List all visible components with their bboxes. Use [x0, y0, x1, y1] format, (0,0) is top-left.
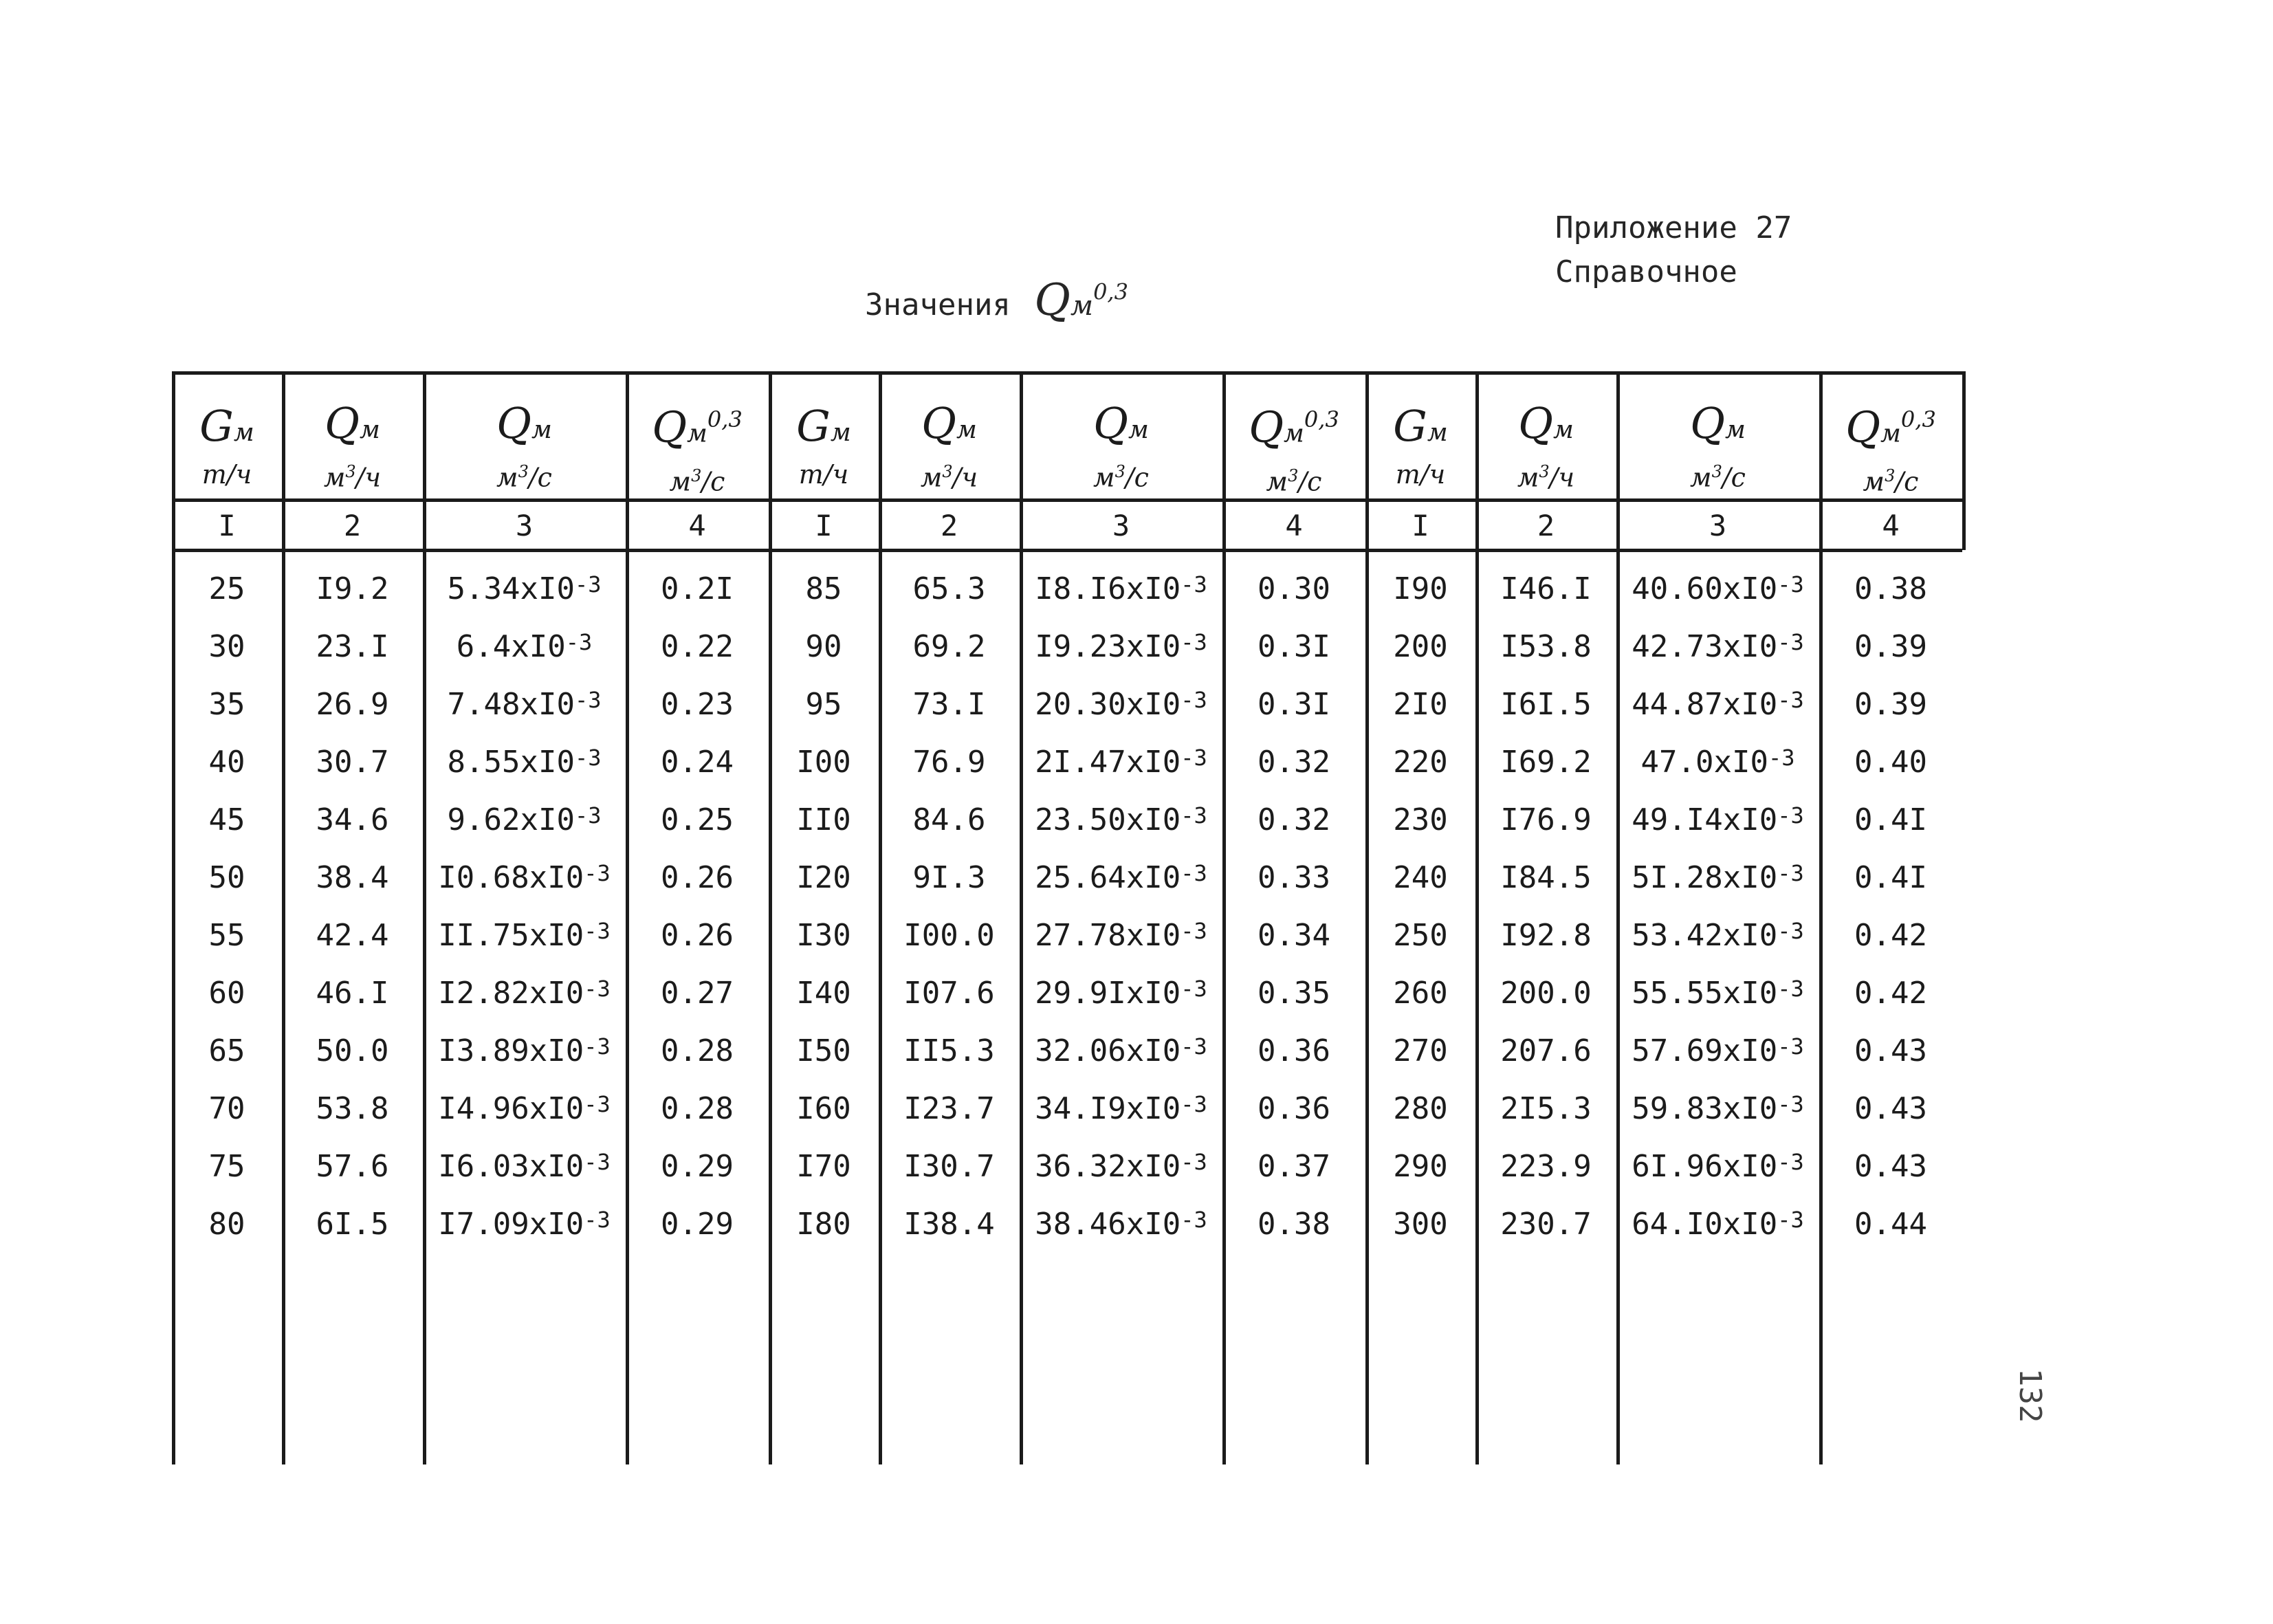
table-title — [865, 275, 1128, 326]
table-cell: 55.55xI0 $^{-3}$ — [1632, 975, 1804, 1011]
table-cell: I84.5 — [1500, 859, 1592, 895]
table-cell: 0.27 — [661, 975, 734, 1011]
table-cell: 300 — [1393, 1206, 1448, 1242]
table-cell: 42.73xI0 $^{-3}$ — [1632, 628, 1804, 664]
table-cell: 207.6 — [1500, 1033, 1592, 1068]
header-unit: $м^3/с$ — [669, 465, 725, 497]
table-cell: 53.8 — [316, 1090, 389, 1126]
header-unit: т/ч — [1395, 459, 1446, 490]
table-cell: 53.42xI0 $^{-3}$ — [1632, 917, 1804, 953]
table-cell: 0.26 — [661, 917, 734, 953]
table-cell: 0.32 — [1258, 802, 1330, 837]
header-unit: $м^3/ч$ — [323, 461, 382, 493]
header-unit: $м^3/с$ — [1863, 465, 1919, 497]
table-cell: 250 — [1393, 917, 1448, 953]
column-rule — [1962, 371, 1966, 550]
table-cell: I90 — [1393, 571, 1448, 606]
table-cell: 0.4I — [1854, 859, 1927, 895]
column-header — [1819, 392, 1962, 502]
column-number: I — [1412, 508, 1429, 542]
header-symbol: Qм$^{0,3}$ — [1845, 402, 1936, 452]
table-cell: 50 — [208, 859, 245, 895]
header-symbol: Qм — [921, 397, 977, 448]
table-cell: I7.09xI0 $^{-3}$ — [438, 1206, 611, 1242]
column-header — [282, 392, 423, 502]
table-cell: 0.30 — [1258, 571, 1330, 606]
table-cell: 0.28 — [661, 1033, 734, 1068]
table-cell: I9.2 — [316, 571, 389, 606]
table-cell: I69.2 — [1500, 744, 1592, 780]
table-cell: I53.8 — [1500, 628, 1592, 664]
header-symbol: Qм — [1093, 397, 1149, 448]
table-cell: I07.6 — [903, 975, 995, 1011]
table-cell: 240 — [1393, 859, 1448, 895]
table-cell: 59.83xI0 $^{-3}$ — [1632, 1090, 1804, 1126]
table-cell: 200 — [1393, 628, 1448, 664]
column-number: 2 — [940, 508, 958, 542]
table-cell: 0.39 — [1854, 686, 1927, 722]
table-cell: 46.I — [316, 975, 389, 1011]
table-cell: 30 — [208, 628, 245, 664]
table-cell: II5.3 — [903, 1033, 995, 1068]
table-cell: 280 — [1393, 1090, 1448, 1126]
table-cell: 6I.96xI0 $^{-3}$ — [1632, 1148, 1804, 1184]
table-cell: 64.I0xI0 $^{-3}$ — [1632, 1206, 1804, 1242]
table-cell: 5.34xI0 $^{-3}$ — [447, 571, 602, 606]
header-unit: $м^3/с$ — [1093, 461, 1149, 493]
header-symbol: Qм — [1690, 397, 1746, 448]
table-cell: 0.40 — [1854, 744, 1927, 780]
table-cell: 230 — [1393, 802, 1448, 837]
table-cell: 230.7 — [1500, 1206, 1592, 1242]
table-cell: 57.6 — [316, 1148, 389, 1184]
column-number: 4 — [688, 508, 706, 542]
header-symbol: Qм — [1518, 397, 1574, 448]
table-cell: 42.4 — [316, 917, 389, 953]
table-cell: 36.32xI0 $^{-3}$ — [1035, 1148, 1207, 1184]
table-cell: 0.23 — [661, 686, 734, 722]
column-number: 4 — [1285, 508, 1303, 542]
table-cell: 29.9IxI0 $^{-3}$ — [1035, 975, 1207, 1011]
table-cell: 8.55xI0 $^{-3}$ — [447, 744, 602, 780]
table-cell: I00 — [796, 744, 851, 780]
table-cell: I30 — [796, 917, 851, 953]
table-cell: I46.I — [1500, 571, 1592, 606]
table-cell: 0.22 — [661, 628, 734, 664]
table-cell: 65 — [208, 1033, 245, 1068]
appendix-label — [1555, 206, 1792, 294]
table-cell: 220 — [1393, 744, 1448, 780]
column-header — [626, 392, 769, 502]
table-cell: I70 — [796, 1148, 851, 1184]
column-header — [879, 392, 1020, 502]
table-cell: 49.I4xI0 $^{-3}$ — [1632, 802, 1804, 837]
table-cell: 6.4xI0 $^{-3}$ — [456, 628, 593, 664]
column-header — [1020, 392, 1222, 502]
values-table — [172, 371, 2076, 1464]
table-cell: 23.50xI0 $^{-3}$ — [1035, 802, 1207, 837]
table-cell: 34.6 — [316, 802, 389, 837]
table-cell: I0.68xI0 $^{-3}$ — [438, 859, 611, 895]
header-unit: т/ч — [201, 459, 252, 490]
table-cell: 0.29 — [661, 1206, 734, 1242]
table-cell: 38.46xI0 $^{-3}$ — [1035, 1206, 1207, 1242]
table-cell: 2I5.3 — [1500, 1090, 1592, 1126]
table-cell: 75 — [208, 1148, 245, 1184]
table-cell: 0.43 — [1854, 1033, 1927, 1068]
table-cell: 95 — [805, 686, 842, 722]
header-unit: т/ч — [798, 459, 849, 490]
header-symbol: Qм — [496, 397, 552, 448]
table-cell: 223.9 — [1500, 1148, 1592, 1184]
table-cell: 0.42 — [1854, 975, 1927, 1011]
table-cell: I38.4 — [903, 1206, 995, 1242]
table-cell: 0.39 — [1854, 628, 1927, 664]
table-cell: 200.0 — [1500, 975, 1592, 1011]
column-number: 3 — [1709, 508, 1727, 542]
header-symbol: Gм — [199, 401, 254, 451]
table-cell: 76.9 — [912, 744, 986, 780]
table-cell: 47.0xI0 $^{-3}$ — [1640, 744, 1795, 780]
header-symbol: Gм — [1393, 401, 1448, 451]
table-cell: 84.6 — [912, 802, 986, 837]
column-header — [769, 392, 879, 502]
header-unit: $м^3/с$ — [1266, 465, 1322, 497]
table-cell: 0.38 — [1854, 571, 1927, 606]
table-cell: 65.3 — [912, 571, 986, 606]
table-cell: 69.2 — [912, 628, 986, 664]
table-cell: 34.I9xI0 $^{-3}$ — [1035, 1090, 1207, 1126]
table-cell: 40.60xI0 $^{-3}$ — [1632, 571, 1804, 606]
table-cell: 0.36 — [1258, 1090, 1330, 1126]
table-cell: I76.9 — [1500, 802, 1592, 837]
table-cell: 9.62xI0 $^{-3}$ — [447, 802, 602, 837]
column-number: 2 — [343, 508, 362, 542]
table-cell: 30.7 — [316, 744, 389, 780]
table-cell: 290 — [1393, 1148, 1448, 1184]
table-cell: 27.78xI0 $^{-3}$ — [1035, 917, 1207, 953]
table-cell: I00.0 — [903, 917, 995, 953]
table-cell: I3.89xI0 $^{-3}$ — [438, 1033, 611, 1068]
table-cell: 0.37 — [1258, 1148, 1330, 1184]
table-cell: 70 — [208, 1090, 245, 1126]
header-symbol: Qм$^{0,3}$ — [652, 402, 743, 452]
table-cell: I2.82xI0 $^{-3}$ — [438, 975, 611, 1011]
table-cell: 80 — [208, 1206, 245, 1242]
table-cell: 6I.5 — [316, 1206, 389, 1242]
table-cell: 73.I — [912, 686, 986, 722]
table-cell: 0.25 — [661, 802, 734, 837]
page-number: 132 — [2012, 1368, 2047, 1423]
header-symbol: Qм — [325, 397, 380, 448]
table-cell: 0.3I — [1258, 628, 1330, 664]
header-unit: $м^3/с$ — [1690, 461, 1746, 493]
table-cell: 0.4I — [1854, 802, 1927, 837]
table-cell: 270 — [1393, 1033, 1448, 1068]
column-header — [423, 392, 626, 502]
table-cell: 0.34 — [1258, 917, 1330, 953]
table-cell: 55 — [208, 917, 245, 953]
table-cell: I9.23xI0 $^{-3}$ — [1035, 628, 1207, 664]
column-header — [1616, 392, 1819, 502]
table-cell: I30.7 — [903, 1148, 995, 1184]
table-cell: II0 — [796, 802, 851, 837]
column-number: 3 — [1112, 508, 1130, 542]
table-cell: I20 — [796, 859, 851, 895]
column-number: 3 — [515, 508, 534, 542]
table-cell: 50.0 — [316, 1033, 389, 1068]
table-cell: 5I.28xI0 $^{-3}$ — [1632, 859, 1804, 895]
table-cell: 25 — [208, 571, 245, 606]
header-symbol: Gм — [796, 401, 851, 451]
table-cell: 0.38 — [1258, 1206, 1330, 1242]
column-number: 2 — [1537, 508, 1555, 542]
table-cell: 57.69xI0 $^{-3}$ — [1632, 1033, 1804, 1068]
table-cell: 0.35 — [1258, 975, 1330, 1011]
title-prefix: Значения — [865, 287, 1011, 322]
table-cell: 85 — [805, 571, 842, 606]
table-cell: 0.44 — [1854, 1206, 1927, 1242]
table-cell: I23.7 — [903, 1090, 995, 1126]
column-number: I — [815, 508, 833, 542]
table-cell: 0.28 — [661, 1090, 734, 1126]
table-cell: I6I.5 — [1500, 686, 1592, 722]
table-cell: 0.43 — [1854, 1090, 1927, 1126]
table-cell: 20.30xI0 $^{-3}$ — [1035, 686, 1207, 722]
table-top-rule — [172, 371, 1962, 375]
table-cell: I4.96xI0 $^{-3}$ — [438, 1090, 611, 1126]
table-cell: 38.4 — [316, 859, 389, 895]
table-cell: I40 — [796, 975, 851, 1011]
table-cell: 60 — [208, 975, 245, 1011]
column-number: I — [218, 508, 236, 542]
table-cell: 2I.47xI0 $^{-3}$ — [1035, 744, 1207, 780]
table-cell: 0.24 — [661, 744, 734, 780]
table-cell: 0.43 — [1854, 1148, 1927, 1184]
table-cell: 0.33 — [1258, 859, 1330, 895]
table-cell: I80 — [796, 1206, 851, 1242]
header-unit: $м^3/ч$ — [920, 461, 978, 493]
table-cell: 23.I — [316, 628, 389, 664]
table-cell: I50 — [796, 1033, 851, 1068]
table-cell: 2I0 — [1393, 686, 1448, 722]
table-cell: 9I.3 — [912, 859, 986, 895]
column-number: 4 — [1882, 508, 1900, 542]
table-cell: 7.48xI0 $^{-3}$ — [447, 686, 602, 722]
table-cell: 0.29 — [661, 1148, 734, 1184]
appendix-number: Приложение 27 — [1555, 210, 1792, 245]
table-cell: 35 — [208, 686, 245, 722]
table-cell: I60 — [796, 1090, 851, 1126]
header-unit: $м^3/с$ — [496, 461, 552, 493]
table-cell: 260 — [1393, 975, 1448, 1011]
table-cell: 0.36 — [1258, 1033, 1330, 1068]
table-cell: 40 — [208, 744, 245, 780]
table-cell: 25.64xI0 $^{-3}$ — [1035, 859, 1207, 895]
table-cell: 90 — [805, 628, 842, 664]
column-header — [1222, 392, 1365, 502]
table-cell: 0.26 — [661, 859, 734, 895]
column-header — [1365, 392, 1475, 502]
table-cell: I8.I6xI0 $^{-3}$ — [1035, 571, 1207, 606]
table-cell: 26.9 — [316, 686, 389, 722]
table-cell: I92.8 — [1500, 917, 1592, 953]
table-cell: 45 — [208, 802, 245, 837]
column-header — [1475, 392, 1616, 502]
header-unit: $м^3/ч$ — [1517, 461, 1575, 493]
table-cell: 0.42 — [1854, 917, 1927, 953]
table-cell: 0.32 — [1258, 744, 1330, 780]
table-cell: 44.87xI0 $^{-3}$ — [1632, 686, 1804, 722]
table-cell: 0.3I — [1258, 686, 1330, 722]
appendix-type: Справочное — [1555, 254, 1737, 289]
table-cell: 32.06xI0 $^{-3}$ — [1035, 1033, 1207, 1068]
table-cell: II.75xI0 $^{-3}$ — [438, 917, 611, 953]
table-cell: I6.03xI0 $^{-3}$ — [438, 1148, 611, 1184]
header-symbol: Qм$^{0,3}$ — [1249, 402, 1339, 452]
title-symbol: Qм$^{0,3}$ — [1034, 275, 1128, 326]
table-cell: 0.2I — [661, 571, 734, 606]
column-header — [172, 392, 282, 502]
